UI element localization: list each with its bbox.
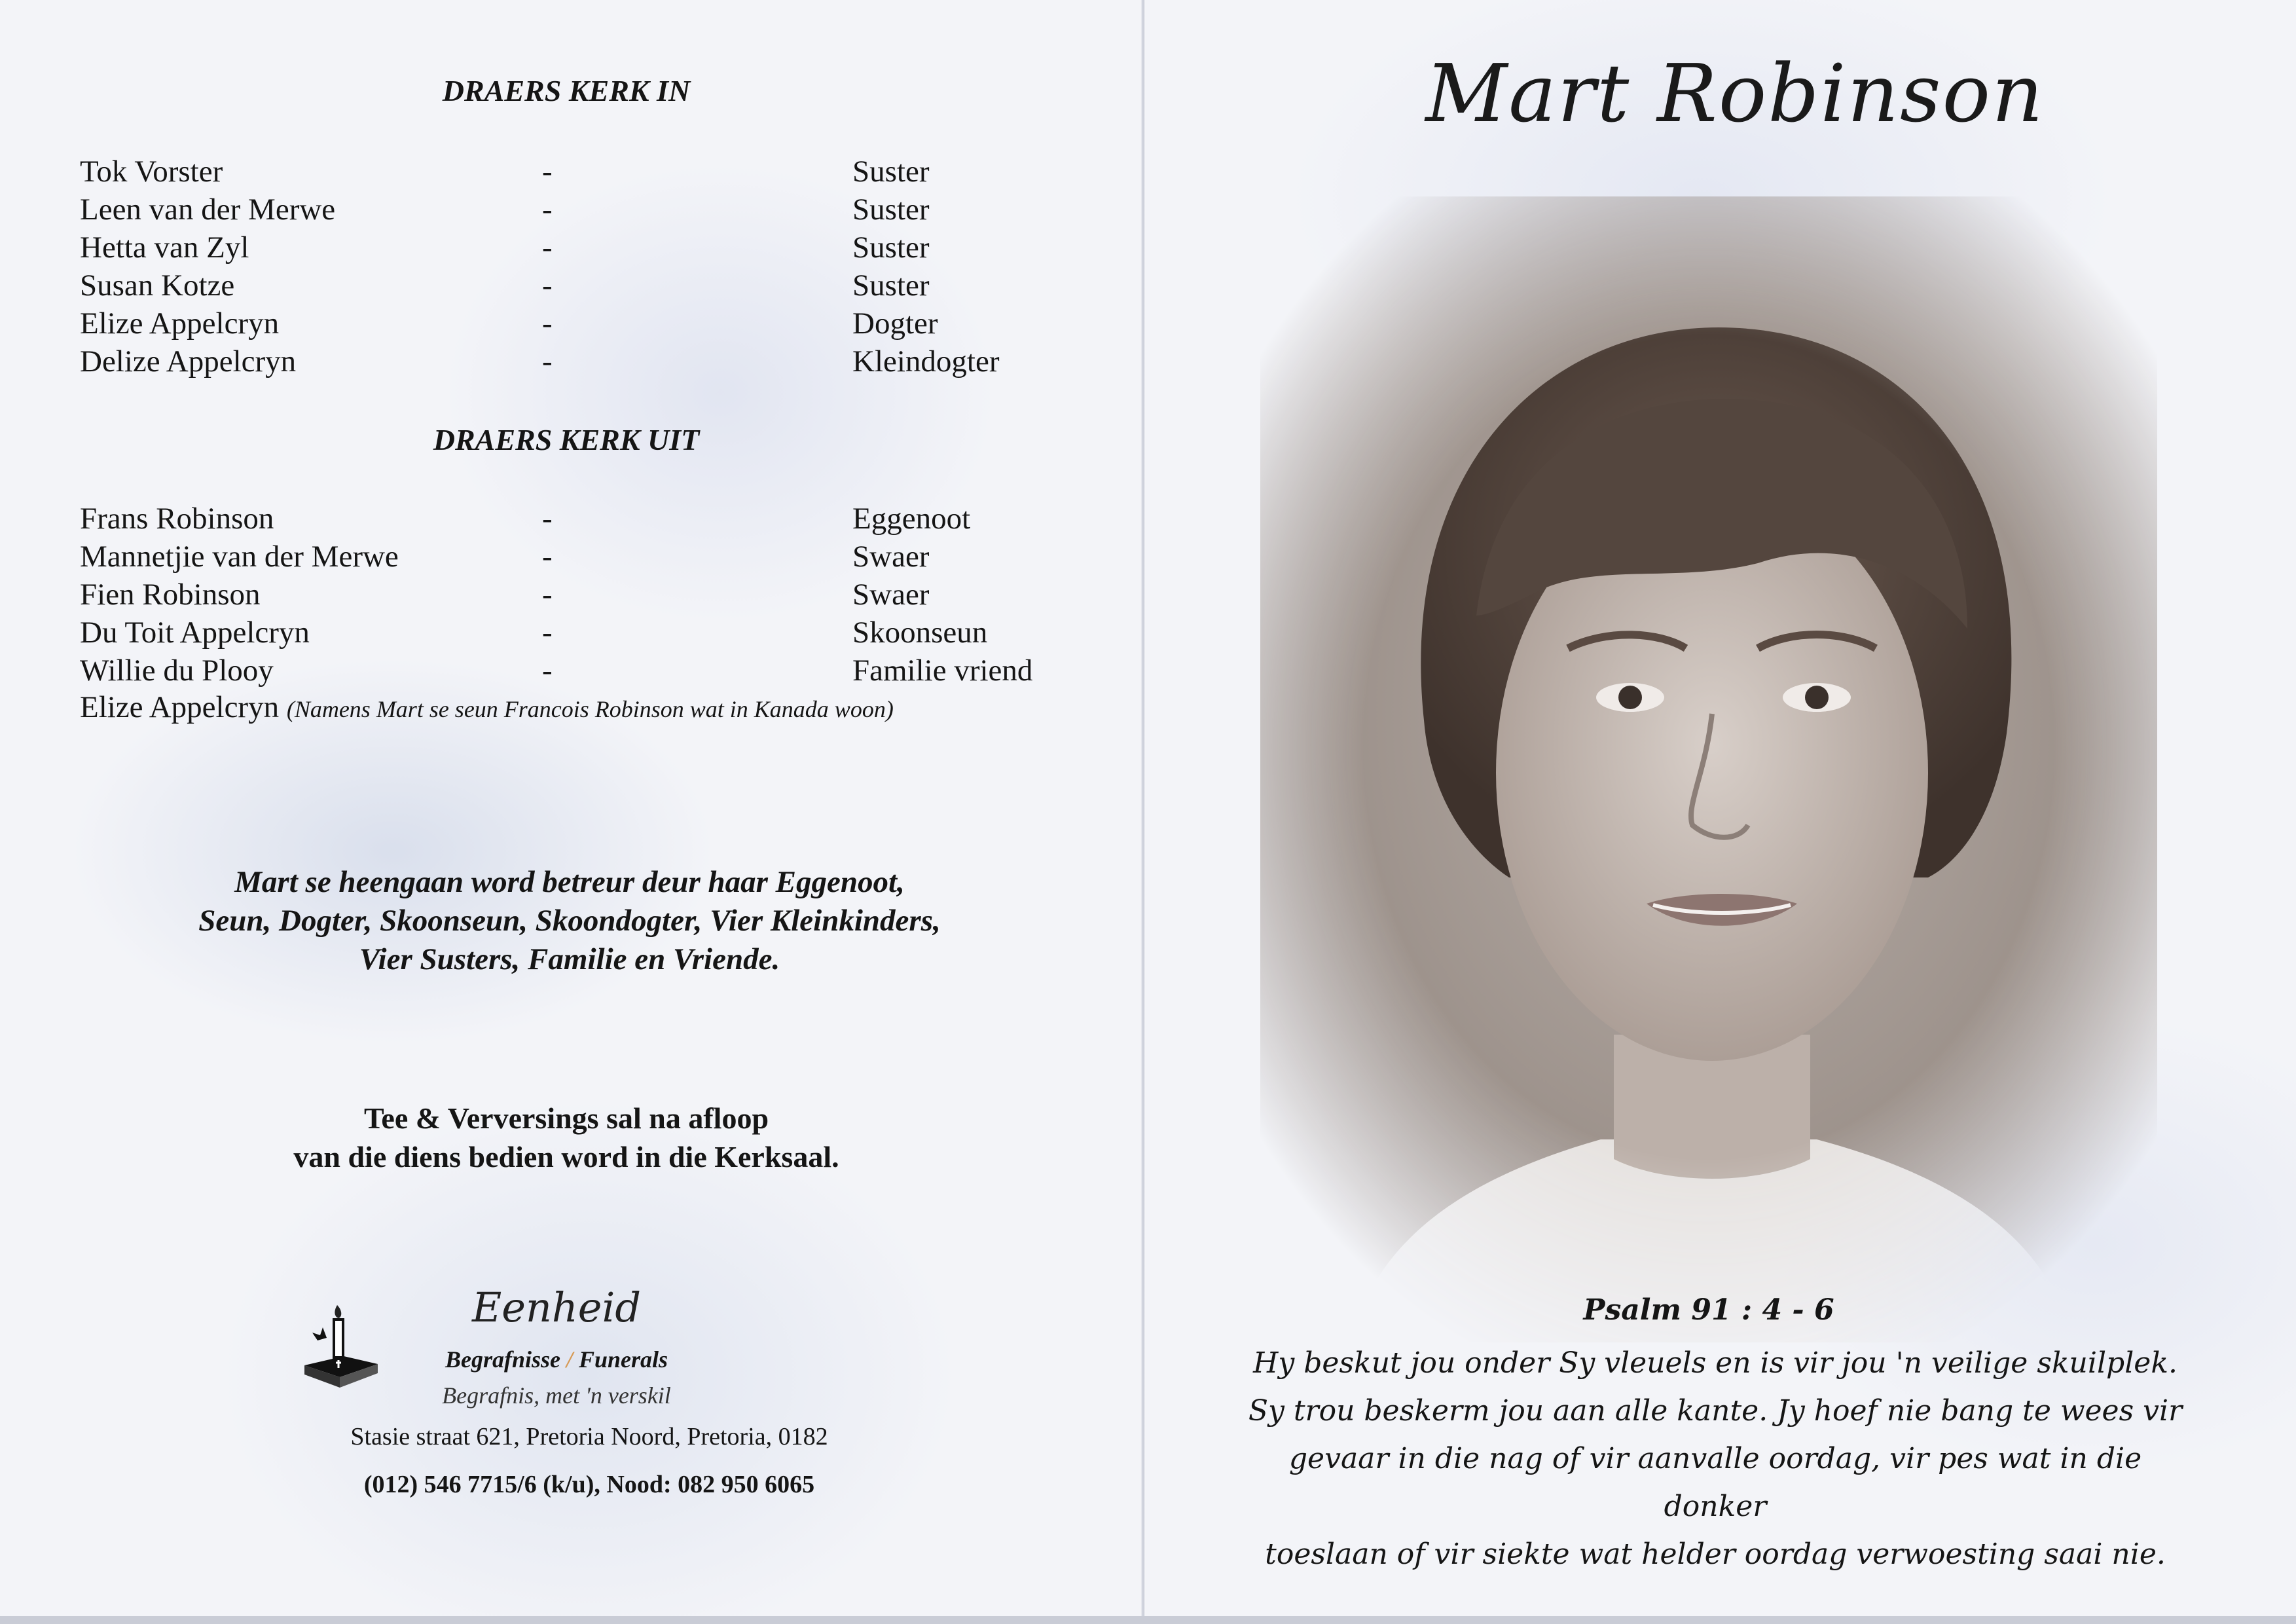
separator-dash: - [542, 616, 553, 650]
mourners-notice [118, 863, 1021, 979]
mourners-line: Vier Susters, Familie en Vriende. [359, 942, 780, 976]
services-label: Funerals [578, 1346, 668, 1373]
bearer-relation: Eggenoot [852, 502, 971, 536]
refreshments-line: Tee & Verversings sal na afloop [363, 1101, 769, 1135]
separator-dash: - [542, 193, 553, 227]
separator-dash: - [542, 502, 553, 536]
bearer-name: Mannetjie van der Merwe [80, 540, 399, 574]
bearer-name: Susan Kotze [80, 268, 235, 303]
deceased-name-title: Mart Robinson [1425, 47, 2045, 140]
bearers-in-list [80, 153, 1062, 380]
psalm-line: toeslaan of vir siekte wat helder oordag verwoesting saai nie. [1265, 1538, 2166, 1571]
mourners-line: Mart se heengaan word betreur deur haar Eggenoot, [234, 865, 905, 899]
center-fold-line [1140, 0, 1146, 1624]
bearer-row [80, 652, 1062, 690]
bearer-row [80, 304, 1062, 342]
bearer-relation: Dogter [852, 306, 938, 341]
bearers-in-heading: DRAERS KERK IN [442, 74, 691, 107]
bearer-row [80, 229, 1062, 267]
bearer-name: Frans Robinson [80, 502, 274, 536]
bearer-row [80, 267, 1062, 304]
separator-dash: - [542, 231, 553, 265]
bearer-name: Tok Vorster [80, 155, 223, 189]
bearer-name: Elize Appelcryn [80, 306, 280, 341]
funeral-home-name: Eenheid [471, 1283, 642, 1331]
bearer-relation: Swaer [852, 578, 930, 612]
psalm-verse [1244, 1339, 2187, 1578]
funeral-home-address: Stasie straat 621, Pretoria Noord, Pretoria, 0182 [350, 1423, 828, 1450]
bearer-row [80, 191, 1062, 229]
separator-dash: - [542, 654, 553, 688]
bearer-relation: Swaer [852, 540, 930, 574]
funeral-home-phone: (012) 546 7715/6 (k/u), Nood: 082 950 6065 [363, 1471, 815, 1498]
bearer-name: Fien Robinson [80, 578, 261, 612]
services-separator: / [560, 1346, 579, 1373]
separator-dash: - [542, 268, 553, 303]
separator-dash: - [542, 155, 553, 189]
bearer-relation: Suster [852, 155, 930, 189]
bearer-row [80, 153, 1062, 191]
refreshments-notice [196, 1099, 936, 1176]
candle-book-logo-icon [298, 1300, 383, 1398]
bearer-relation: Suster [852, 268, 930, 303]
funeral-home-services [393, 1346, 720, 1373]
separator-dash: - [542, 306, 553, 341]
bearer-name: Delize Appelcryn [80, 344, 297, 378]
bearers-out-heading: DRAERS KERK UIT [433, 423, 700, 456]
bearer-name: Willie du Plooy [80, 654, 274, 688]
bearers-out-list [80, 500, 1062, 690]
portrait-photo [1260, 196, 2157, 1342]
bearer-relation: Skoonseun [852, 616, 988, 650]
bearer-row [80, 538, 1062, 576]
separator-dash: - [542, 540, 553, 574]
bearer-row [80, 576, 1062, 614]
services-label: Begrafnisse [445, 1346, 560, 1373]
mourners-line: Seun, Dogter, Skoonseun, Skoondogter, Vier Kleinkinders, [198, 904, 941, 938]
psalm-line: Sy trou beskerm jou aan alle kante. Jy hoef nie bang te wees vir [1248, 1394, 2183, 1428]
refreshments-line: van die diens bedien word in die Kerksaal. [293, 1140, 839, 1173]
separator-dash: - [542, 344, 553, 378]
separator-dash: - [542, 578, 553, 612]
bearer-row [80, 500, 1062, 538]
funeral-home-motto: Begrafnis, met 'n verskil [442, 1382, 671, 1409]
bearer-name: Hetta van Zyl [80, 231, 249, 265]
psalm-line: Hy beskut jou onder Sy vleuels en is vir jou 'n veilige skuilplek. [1253, 1346, 2178, 1380]
bearer-note: (Namens Mart se seun Francois Robinson wat in Kanada woon) [286, 696, 894, 722]
bearer-name: Du Toit Appelcryn [80, 616, 310, 650]
bearer-name: Elize Appelcryn [80, 690, 280, 724]
bearer-row-extra [80, 690, 894, 725]
psalm-line: gevaar in die nag of vir aanvalle oordag, vir pes wat in die donker [1288, 1442, 2142, 1523]
bearer-relation: Familie vriend [852, 654, 1033, 688]
bearer-name: Leen van der Merwe [80, 193, 336, 227]
bearer-relation: Suster [852, 193, 930, 227]
bearer-relation: Suster [852, 231, 930, 265]
bearer-relation: Kleindogter [852, 344, 1000, 378]
bearer-row [80, 614, 1062, 652]
bearer-row [80, 342, 1062, 380]
paper-bottom-edge [0, 1616, 2296, 1624]
psalm-reference: Psalm 91 : 4 - 6 [1583, 1293, 1834, 1327]
